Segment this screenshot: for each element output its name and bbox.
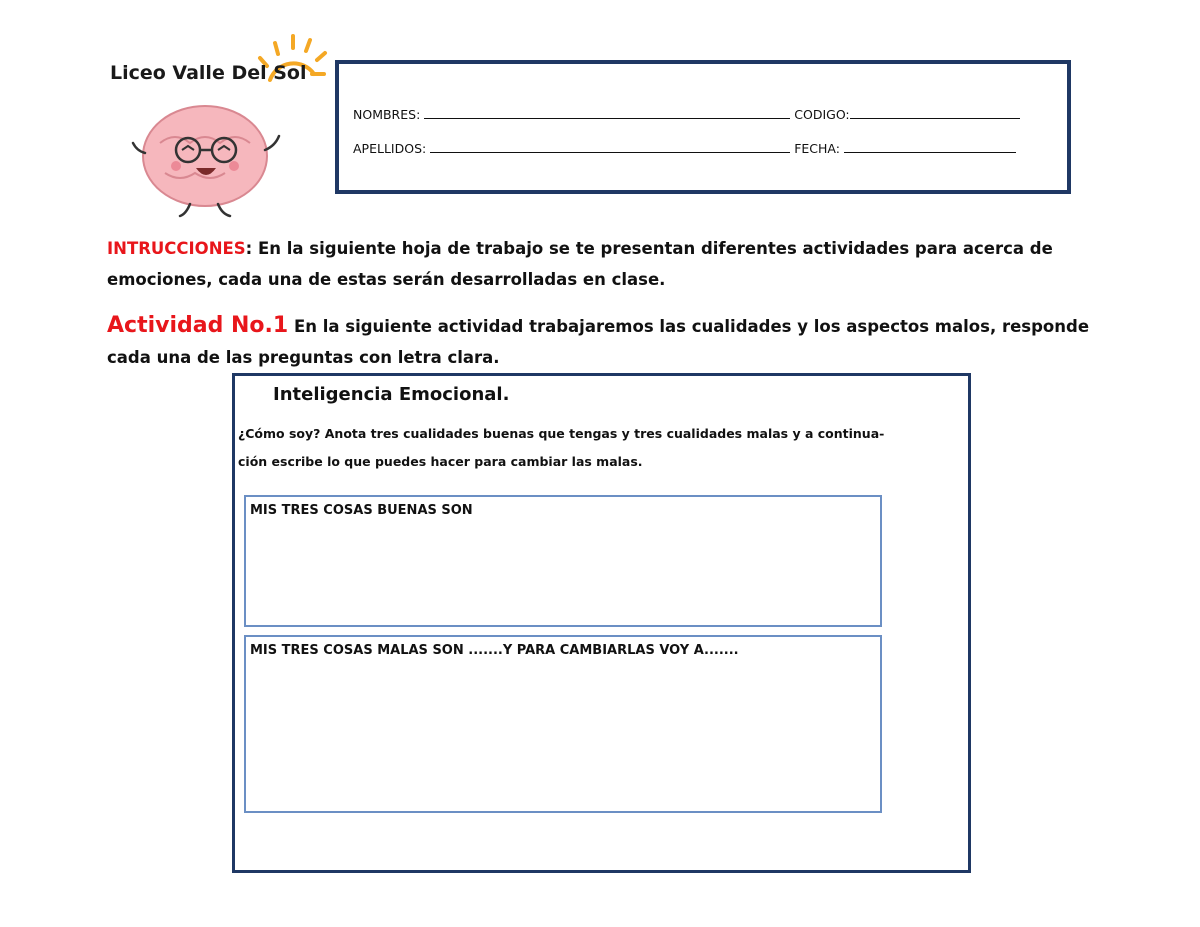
instructions-text: En la siguiente hoja de trabajo se te presentan diferentes actividades para acerca de emociones, cada una de estas serán desarrolladas en clase. [107, 239, 1053, 289]
activity-text: En la siguiente actividad trabajaremos las cualidades y los aspectos malos, responde cada una de las preguntas con letra clara. [107, 317, 1090, 367]
instructions-heading: INTRUCCIONES [107, 239, 246, 258]
activity-paragraph [107, 310, 1097, 373]
instructions-paragraph [107, 233, 1097, 295]
good-qualities-label: MIS TRES COSAS BUENAS SON [250, 503, 473, 518]
fecha-label: FECHA: [794, 141, 840, 156]
logo-graphic [100, 28, 330, 223]
bad-qualities-box[interactable] [244, 635, 882, 813]
bad-qualities-label: MIS TRES COSAS MALAS SON .......Y PARA CAMBIARLAS VOY A....... [250, 643, 739, 658]
worksheet-panel [232, 373, 971, 873]
good-qualities-box[interactable] [244, 495, 882, 627]
apellidos-row [353, 140, 1016, 156]
worksheet-description-line2: ción escribe lo que puedes hacer para cambiar las malas. [238, 454, 643, 469]
brain-mascot-icon [133, 106, 279, 216]
worksheet-description [238, 420, 958, 476]
nombres-label: NOMBRES: [353, 107, 421, 122]
codigo-label: CODIGO: [794, 107, 850, 122]
apellidos-label: APELLIDOS: [353, 141, 427, 156]
nombres-row [353, 106, 1020, 122]
worksheet-title: Inteligencia Emocional. [273, 384, 510, 405]
nombres-field[interactable] [424, 106, 790, 119]
apellidos-field[interactable] [430, 140, 790, 153]
school-name: Liceo Valle Del Sol [110, 62, 307, 84]
instructions-colon: : [245, 239, 253, 258]
worksheet-description-line1: ¿Cómo soy? Anota tres cualidades buenas que tengas y tres cualidades malas y a continua- [238, 426, 885, 441]
student-info-box [335, 60, 1071, 194]
codigo-field[interactable] [850, 106, 1020, 119]
activity-heading: Actividad No.1 [107, 313, 289, 338]
fecha-field[interactable] [844, 140, 1016, 153]
school-logo [100, 28, 330, 223]
